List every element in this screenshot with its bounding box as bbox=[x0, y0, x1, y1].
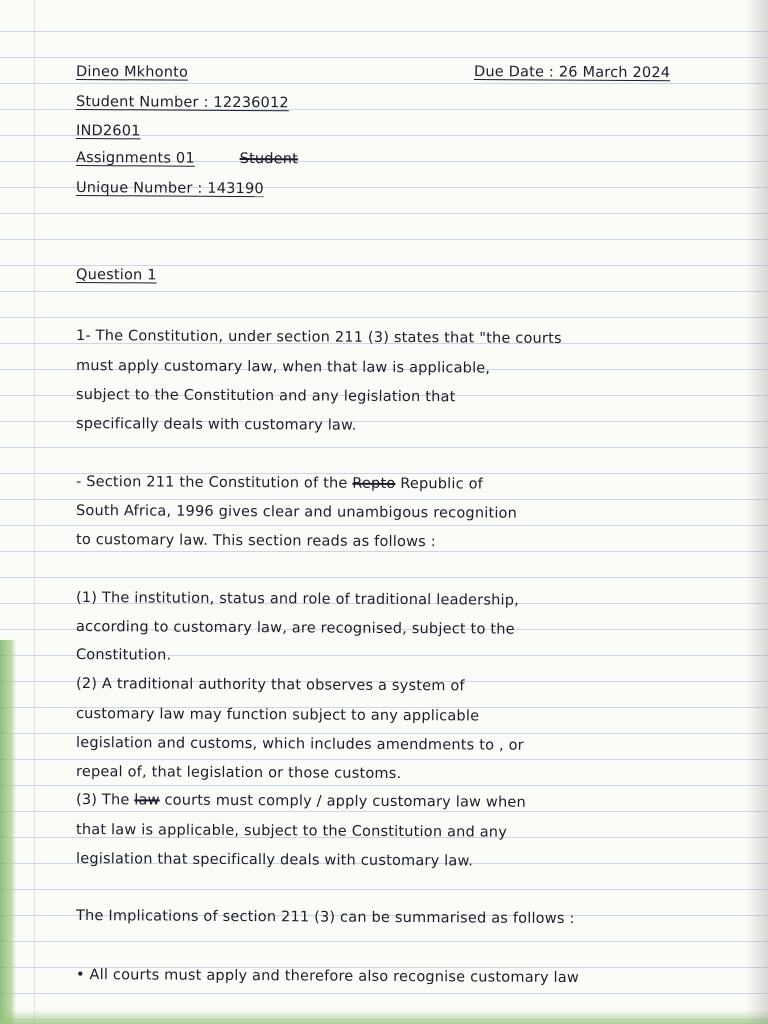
assignment-label: Assignments 01 bbox=[75, 150, 195, 167]
margin-line bbox=[34, 0, 35, 1024]
background-edge bbox=[0, 640, 16, 1024]
text-line: legislation and customs, which includes amendments to , or bbox=[75, 735, 524, 754]
text-segment: Republic of bbox=[395, 475, 484, 493]
background-bottom-edge bbox=[0, 1010, 768, 1024]
text-line: according to customary law, are recognised, subject to the bbox=[75, 619, 515, 638]
student-name: Dineo Mkhonto bbox=[75, 64, 189, 81]
question-heading: Question 1 bbox=[75, 267, 157, 284]
page-shadow bbox=[746, 0, 768, 1024]
text-line: • All courts must apply and therefore also recognise customary law bbox=[75, 967, 579, 987]
assignment-struck-word: Student bbox=[239, 150, 299, 168]
struck-word: law bbox=[134, 792, 160, 809]
student-number: Student Number : 12236012 bbox=[75, 94, 289, 112]
text-line: repeal of, that legislation or those customs. bbox=[75, 764, 402, 782]
text-line: (1) The institution, status and role of traditional leadership, bbox=[75, 590, 520, 609]
module-code: IND2601 bbox=[75, 123, 141, 140]
text-line: Constitution. bbox=[75, 647, 172, 664]
text-line: The Implications of section 211 (3) can be summarised as follows : bbox=[75, 908, 575, 928]
text-line: must apply customary law, when that law is applicable, bbox=[75, 358, 491, 377]
due-date: Due Date : 26 March 2024 bbox=[473, 64, 671, 82]
text-line: South Africa, 1996 gives clear and unambigous recognition bbox=[75, 503, 518, 522]
struck-word: Repto bbox=[352, 475, 396, 492]
assignment-line bbox=[76, 150, 298, 167]
text-line: (2) A traditional authority that observes a system of bbox=[75, 676, 465, 695]
text-line: to customary law. This section reads as follows : bbox=[75, 532, 436, 551]
text-line: that law is applicable, subject to the Constitution and any bbox=[75, 822, 508, 841]
text-segment: - Section 211 the Constitution of the bbox=[75, 474, 353, 492]
text-line bbox=[76, 792, 526, 811]
text-line bbox=[76, 474, 483, 492]
text-line: subject to the Constitution and any legislation that bbox=[75, 387, 456, 406]
text-line: customary law may function subject to any applicable bbox=[75, 706, 480, 725]
text-segment: courts must comply / apply customary law when bbox=[159, 792, 526, 811]
unique-number: Unique Number : 143190 bbox=[75, 180, 264, 198]
text-line: specifically deals with customary law. bbox=[75, 416, 357, 434]
text-segment: (3) The bbox=[75, 792, 135, 809]
text-line: 1- The Constitution, under section 211 (3) states that "the courts bbox=[75, 328, 562, 347]
text-line: legislation that specifically deals with customary law. bbox=[75, 851, 474, 870]
